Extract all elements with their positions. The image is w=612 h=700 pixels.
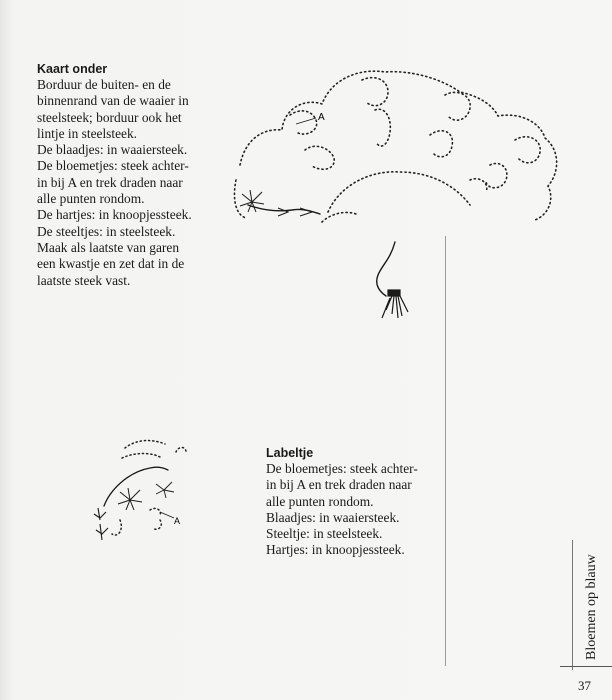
- heading-kaart-onder: Kaart onder: [37, 62, 108, 76]
- label-stem-line: [104, 467, 168, 506]
- text-line: De bloemetjes: steek achter-: [37, 158, 189, 174]
- page-number: 37: [578, 678, 591, 693]
- flower-burst-icon: [156, 482, 174, 498]
- text-line: binnenrand van de waaier in: [37, 93, 189, 109]
- text-line: in bij A en trek draden naar: [266, 477, 412, 493]
- text-line: Hartjes: in knoopjessteek.: [266, 542, 405, 558]
- label-dotted-arc: [122, 454, 162, 459]
- text-line: alle punten rondom.: [37, 191, 145, 207]
- flower-burst-icon: [118, 488, 142, 510]
- text-line: De steeltjes: in steelsteek.: [37, 223, 176, 239]
- text-line: in bij A en trek draden naar: [37, 174, 183, 190]
- label-dotted-heart: [150, 508, 160, 516]
- label-dotted-heart: [112, 520, 121, 535]
- heading-labeltje: Labeltje: [266, 446, 314, 460]
- point-a-label: A: [174, 516, 181, 526]
- text-line: Blaadjes: in waaiersteek.: [266, 509, 400, 525]
- leaf-stitch-icon: [94, 508, 108, 540]
- pointer-line: [160, 512, 174, 518]
- text-line: De blaadjes: in waaiersteek.: [37, 142, 188, 158]
- text-line: Maak als laatste van garen: [37, 239, 180, 255]
- side-title: Bloemen op blauw: [584, 554, 599, 660]
- text-line: een kwastje en zet dat in de: [37, 256, 185, 272]
- text-line: steelsteek; borduur ook het: [37, 109, 182, 125]
- text-line: De bloemetjes: steek achter-: [266, 461, 418, 476]
- text-line: laatste steek vast.: [37, 272, 131, 288]
- point-a-label: A: [318, 112, 325, 123]
- text-line: Steeltje: in steelsteek.: [266, 526, 383, 542]
- label-dotted-arc: [125, 441, 165, 448]
- label-dotted-heart: [152, 520, 161, 529]
- label-dotted-heart: [176, 448, 186, 453]
- text-line: alle punten rondom.: [266, 493, 374, 509]
- text-line: Borduur de buiten- en de: [37, 77, 171, 92]
- text-line: De hartjes: in knoopjessteek.: [37, 207, 192, 223]
- text-line: lintje in steelsteek.: [37, 125, 138, 141]
